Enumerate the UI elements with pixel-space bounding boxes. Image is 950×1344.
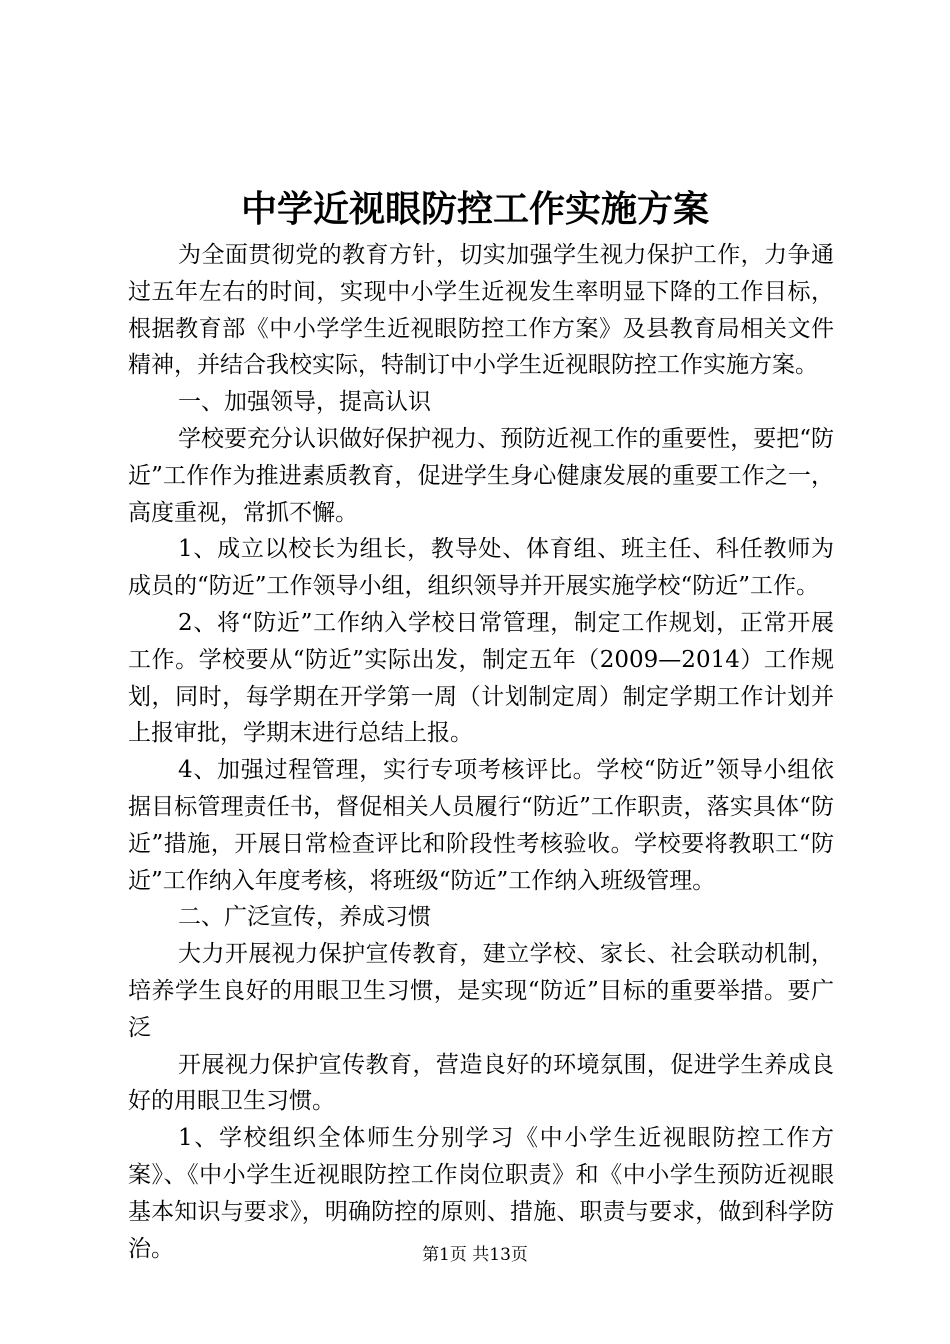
- paragraph: 开展视力保护宣传教育，营造良好的环境氛围，促进学生养成良好的用眼卫生习惯。: [128, 1051, 834, 1115]
- section-heading-2: 二、广泛宣传，养成习惯: [178, 904, 431, 931]
- section-heading-1: 一、加强领导，提高认识: [178, 389, 431, 416]
- paragraph-item-1b: 1、学校组织全体师生分别学习《中小学生近视眼防控工作方案》、《中小学生近视眼防控工作岗位职责》和《中小学生预防近视眼基本知识与要求》，明确防控的原则、措施、职责与要求，做到科学防治。: [128, 1125, 834, 1262]
- paragraph: 大力开展视力保护宣传教育，建立学校、家长、社会联动机制，培养学生良好的用眼卫生习惯，是实现“防近”目标的重要举措。要广泛: [128, 941, 834, 1041]
- document-title: 中学近视眼防控工作实施方案: [240, 188, 709, 230]
- paragraph-item-1: 1、成立以校长为组长，教导处、体育组、班主任、科任教师为成员的“防近”工作领导小组，组织领导并开展实施学校“防近”工作。: [128, 536, 834, 600]
- paragraph-item-4: 4、加强过程管理，实行专项考核评比。学校“防近”领导小组依据目标管理责任书，督促相关人员履行“防近”工作职责，落实具体“防近”措施，开展日常检查评比和阶段性考核验收。学校要将教职工“防近”工作纳入年度考核，将班级“防近”工作纳入班级管理。: [128, 757, 834, 894]
- paragraph-item-2: 2、将“防近”工作纳入学校日常管理，制定工作规划，正常开展工作。学校要从“防近”实际出发，制定五年（2009—2014）工作规划，同时，每学期在开学第一周（计划制定周）制定学期工作计划并上报审批，学期末进行总结上报。: [128, 609, 834, 747]
- paragraph: 学校要充分认识做好保护视力、预防近视工作的重要性，要把“防近”工作作为推进素质教育，促进学生身心健康发展的重要工作之一，高度重视，常抓不懈。: [128, 425, 834, 526]
- paragraph-intro: 为全面贯彻党的教育方针，切实加强学生视力保护工作，力争通过五年左右的时间，实现中小学生近视发生率明显下降的工作目标，根据教育部《中小学学生近视眼防控工作方案》及县教育局相关文件精神，并结合我校实际，特制订中小学生近视眼防控工作实施方案。: [128, 242, 834, 379]
- document-body: [128, 237, 834, 1267]
- page-number: 第1页 共13页: [422, 1245, 528, 1265]
